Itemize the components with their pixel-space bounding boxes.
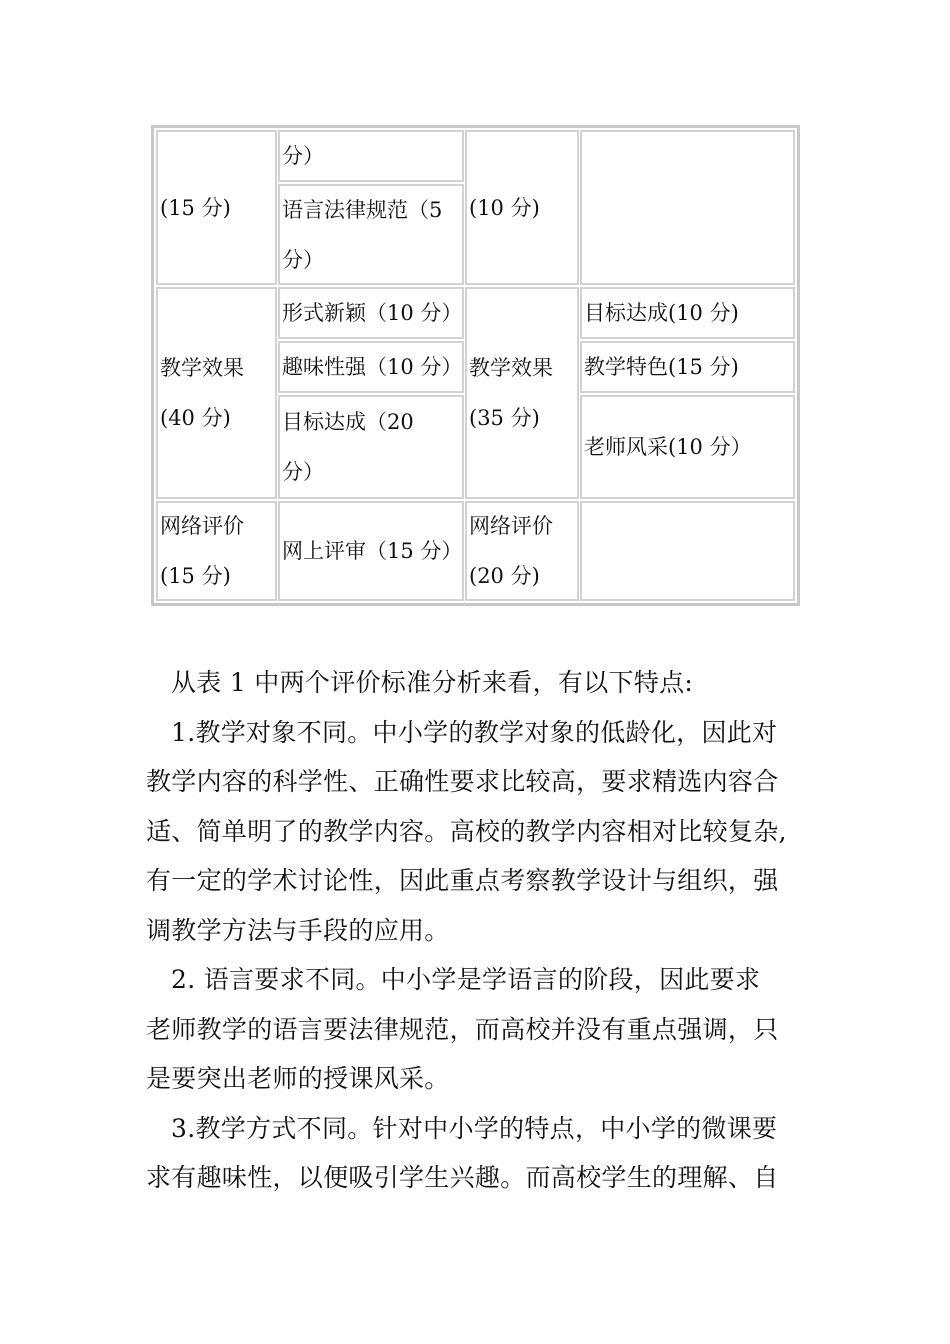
paragraph-line: 教学内容的科学性、正确性要求比较高，要求精选内容合 bbox=[146, 767, 779, 796]
paragraph-line: 3.教学方式不同。针对中小学的特点，中小学的微课要 bbox=[171, 1113, 778, 1143]
paragraph-line: 调教学方法与手段的应用。 bbox=[146, 915, 450, 945]
table-cell-r2-c2a: 形式新颖（10 分） bbox=[278, 287, 464, 339]
paragraph-line: 从表 1 中两个评价标准分析来看，有以下特点: bbox=[171, 668, 694, 697]
body-text bbox=[146, 658, 816, 1203]
table-cell-r2-c4c: 老师风采(10 分） bbox=[580, 395, 795, 499]
paragraph-line: 适、简单明了的教学内容。高校的教学内容相对比较复杂, bbox=[146, 816, 787, 846]
table-cell-r3-c1: 网络评价 (15 分) bbox=[156, 501, 277, 601]
evaluation-table bbox=[151, 125, 800, 606]
table-cell-r1-c2b: 语言法律规范（5 分） bbox=[278, 184, 464, 285]
table-cell-r2-c1: 教学效果 (40 分) bbox=[156, 287, 277, 499]
table-cell-r1-c1: (15 分) bbox=[156, 130, 277, 285]
table-cell-r1-c4 bbox=[580, 130, 795, 285]
paragraph-line: 老师教学的语言要法律规范，而高校并没有重点强调，只 bbox=[146, 1014, 779, 1044]
paragraph-line: 1.教学对象不同。中小学的教学对象的低龄化，因此对 bbox=[171, 717, 778, 747]
table-cell-r3-c2: 网上评审（15 分） bbox=[278, 501, 464, 601]
table-cell-r1-c3: (10 分) bbox=[465, 130, 579, 285]
table-cell-r2-c2b: 趣味性强（10 分） bbox=[278, 341, 464, 393]
table-cell-r2-c4b: 教学特色(15 分) bbox=[580, 341, 795, 393]
paragraph-line: 是要突出老师的授课风采。 bbox=[146, 1064, 450, 1093]
table-cell-r2-c4a: 目标达成(10 分) bbox=[580, 287, 795, 339]
paragraph-line: 求有趣味性，以便吸引学生兴趣。而高校学生的理解、自 bbox=[146, 1163, 779, 1192]
table-cell-r1-c2a: 分） bbox=[278, 130, 464, 182]
paragraph-line: 有一定的学术讨论性，因此重点考察教学设计与组织，强 bbox=[146, 866, 779, 895]
table-cell-r2-c2c: 目标达成（20 分） bbox=[278, 395, 464, 499]
table-cell-r3-c3: 网络评价 (20 分) bbox=[465, 501, 579, 601]
table-cell-r3-c4 bbox=[580, 501, 795, 601]
paragraph-line: 2. 语言要求不同。中小学是学语言的阶段，因此要求 bbox=[171, 965, 761, 994]
table-cell-r2-c3: 教学效果 (35 分) bbox=[465, 287, 579, 499]
